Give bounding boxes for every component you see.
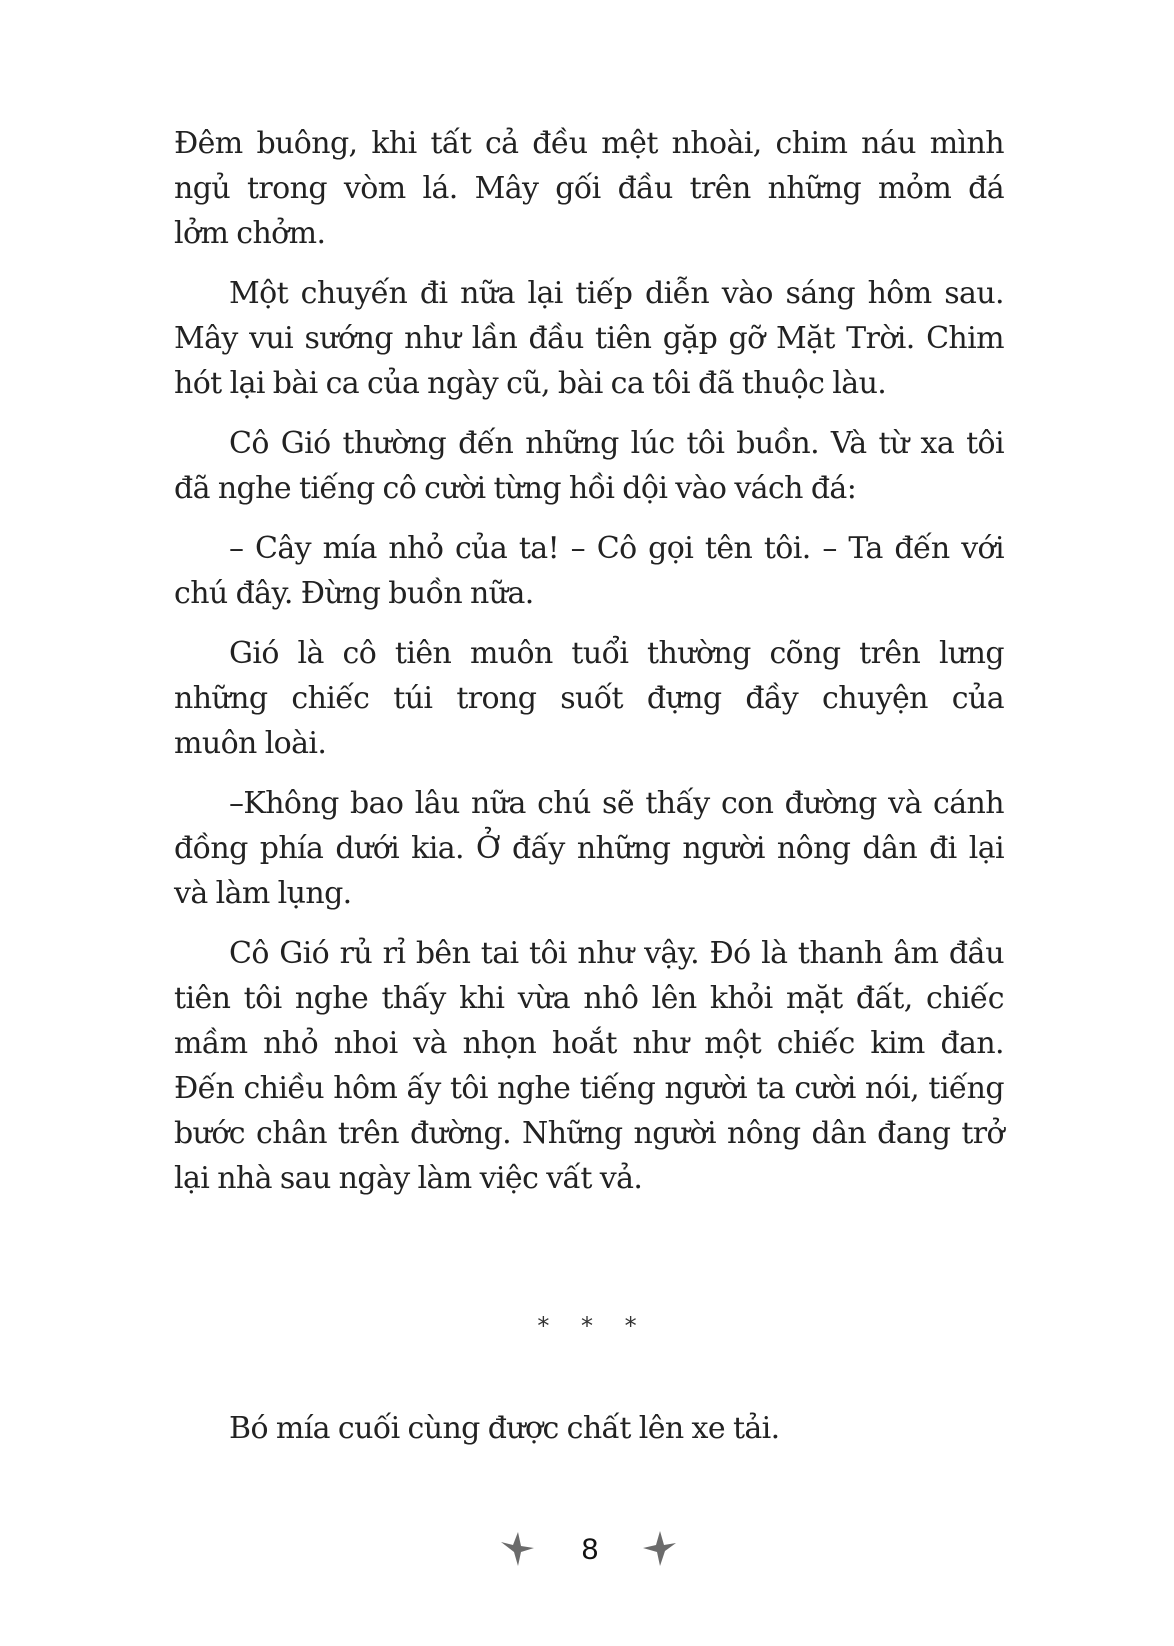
paragraph-1-line-2: ngủ trong vòm lá. Mây gối đầu trên những mỏm đá [174, 171, 1004, 206]
paragraph-3-line-2: đã nghe tiếng cô cười từng hồi dội vào vách đá: [174, 471, 857, 506]
paragraph-7-line-5: bước chân trên đường. Những người nông dân đang trở [174, 1116, 1004, 1151]
paragraph-4-line-2: chú đây. Đừng buồn nữa. [174, 576, 534, 611]
paragraph-6-line-2: đồng phía dưới kia. Ở đấy những người nông dân đi lại [174, 831, 1004, 866]
paragraph-7-line-1: Cô Gió rủ rỉ bên tai tôi như vậy. Đó là thanh âm đầu [229, 936, 1004, 971]
scene-separator [0, 1312, 1174, 1340]
paragraph-4-line-1: – Cây mía nhỏ của ta! – Cô gọi tên tôi. – Ta đến với [229, 531, 1004, 566]
final-paragraph-line-1: Bó mía cuối cùng được chất lên xe tải. [229, 1411, 780, 1446]
page-footer [0, 1528, 1174, 1578]
paragraph-1-line-3: lởm chởm. [174, 216, 326, 251]
paragraph-2-line-2: Mây vui sướng như lần đầu tiên gặp gỡ Mặt Trời. Chim [174, 321, 1004, 356]
paragraph-2-line-3: hót lại bài ca của ngày cũ, bài ca tôi đã thuộc làu. [174, 366, 887, 401]
paragraph-7-line-6: lại nhà sau ngày làm việc vất vả. [174, 1161, 643, 1196]
separator-asterisk: * [624, 1312, 637, 1340]
paragraph-1-line-1: Đêm buông, khi tất cả đều mệt nhoài, chim náu mình [174, 126, 1004, 161]
star-icon [497, 1528, 537, 1568]
paragraph-6-line-1: –Không bao lâu nữa chú sẽ thấy con đường và cánh [229, 786, 1004, 821]
paragraph-5-line-3: muôn loài. [174, 726, 327, 761]
page-number: 8 [581, 1533, 599, 1566]
paragraph-7-line-2: tiên tôi nghe thấy khi vừa nhô lên khỏi mặt đất, chiếc [174, 981, 1004, 1016]
paragraph-5-line-1: Gió là cô tiên muôn tuổi thường cõng trên lưng [229, 636, 1004, 671]
separator-asterisk: * [581, 1312, 593, 1340]
paragraph-7-line-4: Đến chiều hôm ấy tôi nghe tiếng người ta cười nói, tiếng [174, 1071, 1004, 1106]
paragraph-3-line-1: Cô Gió thường đến những lúc tôi buồn. Và từ xa tôi [229, 426, 1004, 461]
paragraph-5-line-2: những chiếc túi trong suốt đựng đầy chuyện của [174, 681, 1004, 716]
paragraph-6-line-3: và làm lụng. [174, 876, 352, 911]
star-icon [640, 1528, 680, 1568]
paragraph-2-line-1: Một chuyến đi nữa lại tiếp diễn vào sáng hôm sau. [229, 276, 1004, 311]
separator-asterisk: * [537, 1312, 550, 1340]
paragraph-7-line-3: mầm nhỏ nhoi và nhọn hoắt như một chiếc kim đan. [174, 1026, 1004, 1061]
